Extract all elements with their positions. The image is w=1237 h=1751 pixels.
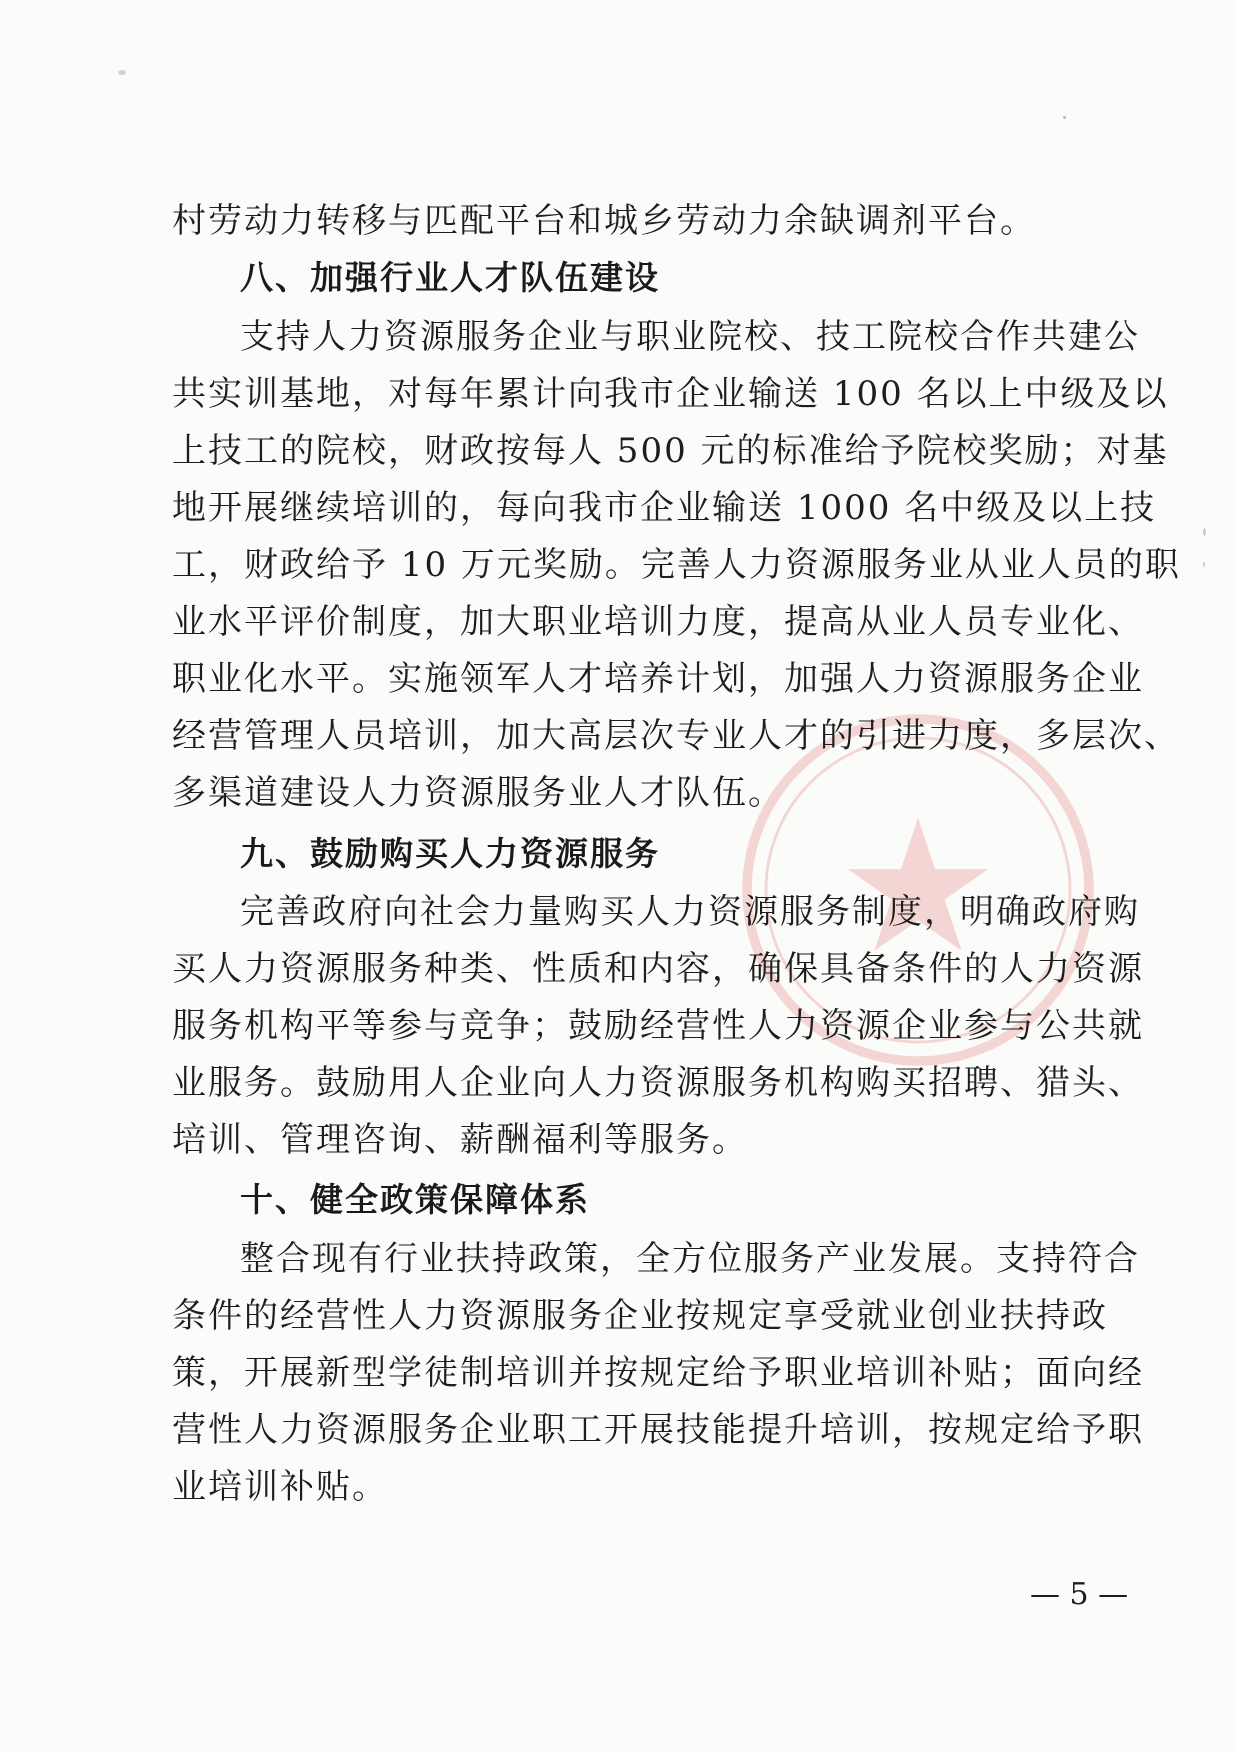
section-heading-9: 九、鼓励购买人力资源服务	[240, 834, 660, 873]
body-line: 营性人力资源服务企业职工开展技能提升培训，按规定给予职	[172, 1410, 1144, 1450]
body-line: 支持人力资源服务企业与职业院校、技工院校合作共建公	[240, 317, 1140, 357]
body-line: 业水平评价制度，加大职业培训力度，提高从业人员专业化、	[172, 602, 1144, 642]
body-line: 条件的经营性人力资源服务企业按规定享受就业创业扶持政	[172, 1296, 1108, 1336]
section-heading-8: 八、加强行业人才队伍建设	[240, 258, 660, 297]
body-line: 经营管理人员培训，加大高层次专业人才的引进力度，多层次、	[172, 716, 1180, 756]
body-line: 服务机构平等参与竞争；鼓励经营性人力资源企业参与公共就	[172, 1006, 1144, 1046]
body-line: 工，财政给予 10 万元奖励。完善人力资源服务业从业人员的职	[172, 545, 1181, 585]
body-line: 策，开展新型学徒制培训并按规定给予职业培训补贴；面向经	[172, 1353, 1144, 1393]
scan-speck	[118, 70, 126, 75]
section-heading-10: 十、健全政策保障体系	[240, 1180, 590, 1219]
scan-speck	[1203, 562, 1205, 567]
page-number: — 5 —	[1030, 1577, 1129, 1612]
body-line: 整合现有行业扶持政策，全方位服务产业发展。支持符合	[240, 1239, 1140, 1279]
body-line: 地开展继续培训的，每向我市企业输送 1000 名中级及以上技	[172, 488, 1157, 528]
scan-speck	[1203, 528, 1206, 536]
body-line: 多渠道建设人力资源服务业人才队伍。	[172, 773, 784, 813]
body-line: 职业化水平。实施领军人才培养计划，加强人力资源服务企业	[172, 659, 1144, 699]
body-line: 村劳动力转移与匹配平台和城乡劳动力余缺调剂平台。	[172, 201, 1036, 241]
body-line: 买人力资源服务种类、性质和内容，确保具备条件的人力资源	[172, 949, 1144, 989]
body-line: 业服务。鼓励用人企业向人力资源服务机构购买招聘、猎头、	[172, 1063, 1144, 1103]
scan-speck	[1063, 116, 1066, 119]
body-line: 完善政府向社会力量购买人力资源服务制度，明确政府购	[240, 892, 1140, 932]
body-line: 培训、管理咨询、薪酬福利等服务。	[172, 1120, 748, 1160]
body-line: 业培训补贴。	[172, 1467, 388, 1507]
body-line: 上技工的院校，财政按每人 500 元的标准给予院校奖励；对基	[172, 431, 1169, 471]
body-line: 共实训基地，对每年累计向我市企业输送 100 名以上中级及以	[172, 374, 1169, 414]
